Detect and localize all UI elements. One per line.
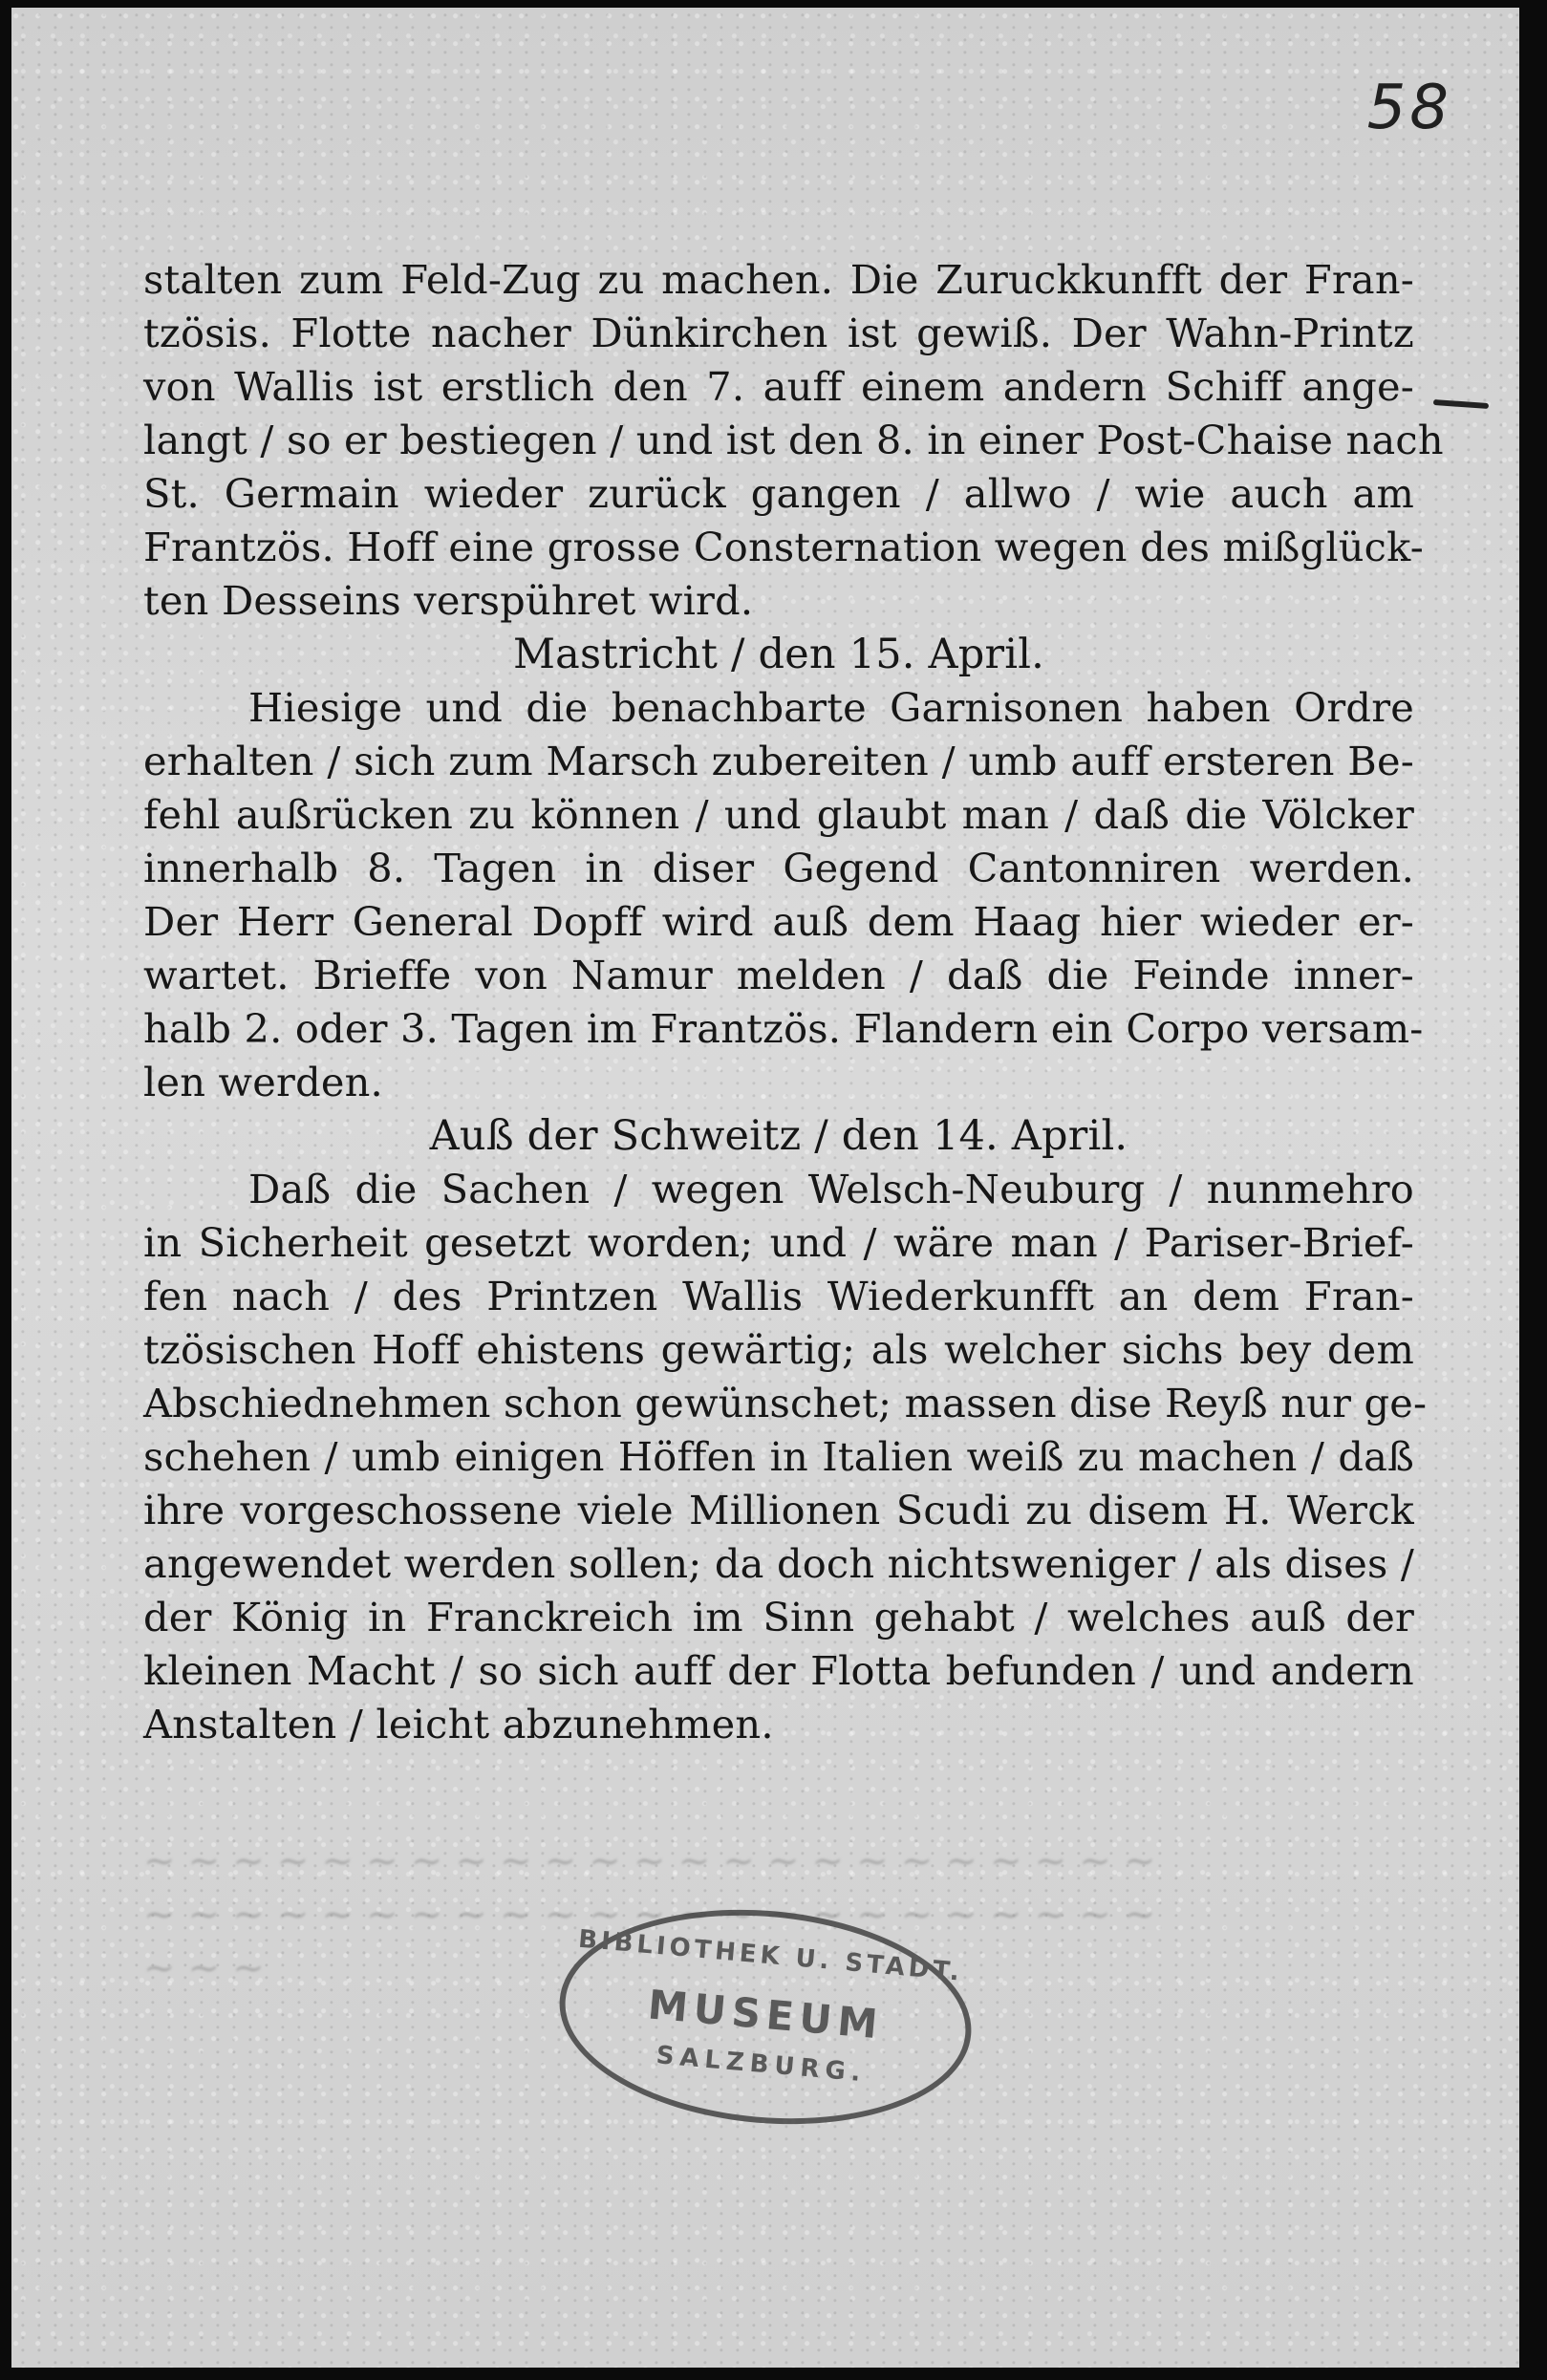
folio-number: 58: [1366, 73, 1452, 143]
text-line: schehen / umb einigen Höffen in Italien weiß zu machen / daß: [143, 1433, 1414, 1480]
text-line: in Sicherheit gesetzt worden; und / wäre man / Pariser-Brief-: [143, 1219, 1414, 1266]
stamp-middle-text: MUSEUM: [646, 1981, 886, 2048]
text-line: kleinen Macht / so sich auff der Flotta befunden / und andern: [143, 1647, 1414, 1694]
text-line: stalten zum Feld-Zug zu machen. Die Zuruckkunfft der Fran-: [143, 256, 1414, 303]
bleed-through-line: ~ ~ ~ ~ ~ ~ ~ ~ ~ ~ ~ ~ ~ ~ ~ ~ ~ ~ ~ ~ ~ ~ ~: [143, 1839, 1156, 1883]
text-line: ihre vorgeschossene viele Millionen Scudi zu disem H. Werck: [143, 1487, 1414, 1533]
text-line: ten Desseins verspühret wird.: [143, 577, 754, 624]
text-line: langt / so er bestiegen / und ist den 8. in einer Post-Chaise nach: [143, 417, 1444, 463]
text-line: len werden.: [143, 1059, 383, 1105]
article-text: [143, 253, 1444, 1751]
text-line: fehl außrücken zu können / und glaubt man / daß die Völcker: [143, 791, 1414, 838]
text-line: Frantzös. Hoff eine grosse Consternation wegen des mißglück-: [143, 524, 1424, 570]
text-line: angewendet werden sollen; da doch nichtsweniger / als dises /: [143, 1540, 1415, 1587]
text-line: Abschiednehmen schon gewünschet; massen dise Reyß nur ge-: [143, 1380, 1428, 1426]
text-line: halb 2. oder 3. Tagen im Frantzös. Flandern ein Corpo versam-: [143, 1005, 1424, 1052]
text-line: der König in Franckreich im Sinn gehabt / welches auß der: [143, 1594, 1414, 1640]
text-line: St. Germain wieder zurück gangen / allwo / wie auch am: [143, 470, 1414, 517]
text-line: fen nach / des Printzen Wallis Wiederkunfft an dem Fran-: [143, 1273, 1414, 1319]
stamp-top-text: BIBLIOTHEK U. STADT.: [577, 1924, 965, 1987]
text-line: Der Herr General Dopff wird auß dem Haag hier wieder er-: [143, 898, 1414, 945]
text-line: von Wallis ist erstlich den 7. auff einem andern Schiff ange-: [143, 363, 1414, 410]
stamp-bottom-text: SALZBURG.: [655, 2041, 868, 2089]
dateline-schweitz: Auß der Schweitz / den 14. April.: [429, 1112, 1128, 1160]
bleed-through-line: ~ ~ ~ ~ ~ ~ ~ ~ ~ ~ ~ ~ ~ ~ ~ ~ ~ ~ ~ ~ ~ ~ ~: [143, 1893, 1156, 1937]
text-line: wartet. Brieffe von Namur melden / daß die Feinde inner-: [143, 952, 1414, 998]
dateline-mastricht: Mastricht / den 15. April.: [512, 631, 1045, 678]
text-line: tzösischen Hoff ehistens gewärtig; als welcher sichs bey dem: [143, 1326, 1414, 1373]
paragraph-1: [143, 253, 1444, 628]
text-line: Hiesige und die benachbarte Garnisonen haben Ordre: [248, 684, 1414, 731]
text-line: erhalten / sich zum Marsch zubereiten / umb auff ersteren Be-: [143, 738, 1414, 784]
paragraph-3: [143, 1163, 1428, 1751]
text-line: Daß die Sachen / wegen Welsch-Neuburg / nunmehro: [248, 1166, 1414, 1212]
paragraph-2: [143, 681, 1424, 1109]
bleed-through-line: ~ ~ ~: [143, 1946, 265, 1990]
text-line: tzösis. Flotte nacher Dünkirchen ist gewiß. Der Wahn-Printz: [143, 310, 1414, 356]
text-line: Anstalten / leicht abzunehmen.: [143, 1701, 774, 1747]
text-line: innerhalb 8. Tagen in diser Gegend Cantonniren werden.: [143, 845, 1414, 891]
